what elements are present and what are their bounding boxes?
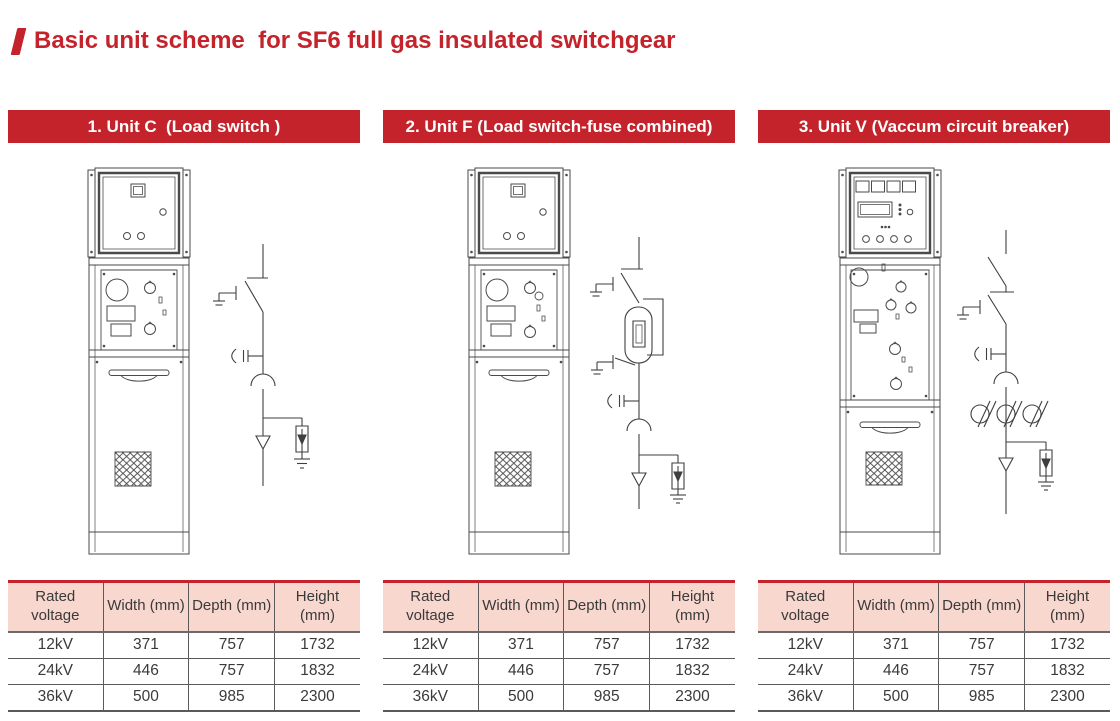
unit-f-banner: 2. Unit F (Load switch-fuse combined) xyxy=(383,110,735,143)
single-line-circuit-diagram-icon xyxy=(198,240,313,490)
cell-height: 1832 xyxy=(274,658,360,684)
col-header-height: Height (mm) xyxy=(649,582,735,632)
cable-compartment-door xyxy=(89,370,189,532)
unit-columns xyxy=(0,110,1120,712)
col-header-depth: Depth (mm) xyxy=(189,582,275,632)
cell-depth: 757 xyxy=(939,632,1025,659)
earthing-switch xyxy=(213,286,236,305)
interrupter-arc xyxy=(627,419,651,431)
cell-depth: 757 xyxy=(189,658,275,684)
unit-v-banner: 3. Unit V (Vaccum circuit breaker) xyxy=(758,110,1110,143)
capacitive-test-point xyxy=(975,347,1006,361)
table-row xyxy=(383,658,735,684)
cell-voltage: 12kV xyxy=(758,632,853,659)
col-header-depth: Depth (mm) xyxy=(564,582,650,632)
cell-width: 500 xyxy=(478,684,564,711)
earthing-switch xyxy=(957,300,980,319)
page-header xyxy=(0,0,1120,110)
table-row xyxy=(383,632,735,659)
cell-height: 2300 xyxy=(274,684,360,711)
table-row xyxy=(758,658,1110,684)
table-row xyxy=(383,684,735,711)
col-header-rated-voltage: Rated voltage xyxy=(758,582,853,632)
table-row xyxy=(758,632,1110,659)
cell-height: 2300 xyxy=(1024,684,1110,711)
cell-height: 1732 xyxy=(649,632,735,659)
surge-arrester xyxy=(1006,442,1054,490)
cabinet-front-view-icon xyxy=(467,164,571,556)
cell-height: 2300 xyxy=(649,684,735,711)
cable-termination xyxy=(999,442,1013,514)
relay-compartment xyxy=(468,168,570,258)
col-header-depth: Depth (mm) xyxy=(939,582,1025,632)
cable-compartment-door xyxy=(840,422,940,532)
table-row xyxy=(8,684,360,711)
cell-depth: 757 xyxy=(564,632,650,659)
title-slash-icon xyxy=(11,28,27,55)
col-header-width: Width (mm) xyxy=(103,582,189,632)
cell-height: 1732 xyxy=(274,632,360,659)
current-transformers xyxy=(971,401,1048,427)
fuse-assembly xyxy=(625,299,663,363)
cell-width: 446 xyxy=(103,658,189,684)
relay-compartment xyxy=(88,168,190,258)
cell-height: 1832 xyxy=(649,658,735,684)
col-header-width: Width (mm) xyxy=(478,582,564,632)
ventilation-grille xyxy=(866,452,902,485)
cell-voltage: 24kV xyxy=(8,658,103,684)
cable-termination xyxy=(632,455,646,509)
col-header-height: Height (mm) xyxy=(1024,582,1110,632)
load-switch-blade xyxy=(621,273,639,303)
ventilation-grille xyxy=(495,452,531,486)
cell-voltage: 36kV xyxy=(8,684,103,711)
capacitive-test-point xyxy=(608,394,639,408)
capacitive-test-point xyxy=(232,349,263,363)
table-row xyxy=(8,632,360,659)
protection-relay-panel xyxy=(839,168,941,258)
cell-depth: 757 xyxy=(939,658,1025,684)
door-handle xyxy=(489,370,549,381)
breaker-blade xyxy=(988,295,1006,324)
cable-compartment-door xyxy=(469,370,569,532)
table-header-row xyxy=(383,582,735,632)
disconnector-blade xyxy=(988,257,1006,286)
unit-v-section xyxy=(758,110,1110,712)
table-header-row xyxy=(758,582,1110,632)
cell-voltage: 24kV xyxy=(758,658,853,684)
cable-termination xyxy=(256,418,270,486)
cell-voltage: 36kV xyxy=(383,684,478,711)
mechanism-panel xyxy=(840,258,940,554)
single-line-circuit-diagram-icon xyxy=(938,226,1068,516)
load-switch-blade xyxy=(245,281,263,312)
cell-height: 1832 xyxy=(1024,658,1110,684)
cell-voltage: 24kV xyxy=(383,658,478,684)
door-handle xyxy=(860,422,920,433)
cell-depth: 757 xyxy=(189,632,275,659)
cell-depth: 757 xyxy=(564,658,650,684)
cell-width: 500 xyxy=(103,684,189,711)
unit-f-spec-table xyxy=(383,580,735,712)
door-handle xyxy=(109,370,169,381)
cell-voltage: 12kV xyxy=(8,632,103,659)
col-header-rated-voltage: Rated voltage xyxy=(383,582,478,632)
cell-width: 446 xyxy=(853,658,939,684)
cell-voltage: 36kV xyxy=(758,684,853,711)
mechanism-panel xyxy=(469,258,569,554)
unit-c-drawing-area xyxy=(8,143,360,580)
table-header-row xyxy=(8,582,360,632)
unit-c-section xyxy=(8,110,360,712)
cell-depth: 985 xyxy=(564,684,650,711)
cell-voltage: 12kV xyxy=(383,632,478,659)
cabinet-front-view-icon xyxy=(838,164,942,556)
unit-c-banner: 1. Unit C (Load switch ) xyxy=(8,110,360,143)
cell-width: 500 xyxy=(853,684,939,711)
cell-width: 446 xyxy=(478,658,564,684)
table-row xyxy=(8,658,360,684)
cell-width: 371 xyxy=(103,632,189,659)
surge-arrester xyxy=(639,455,686,503)
mechanism-panel xyxy=(89,258,189,554)
cell-width: 371 xyxy=(853,632,939,659)
unit-f-drawing-area xyxy=(383,143,735,580)
page-title: Basic unit scheme for SF6 full gas insulated switchgear xyxy=(34,27,676,54)
cell-depth: 985 xyxy=(939,684,1025,711)
col-header-height: Height (mm) xyxy=(274,582,360,632)
unit-v-drawing-area xyxy=(758,143,1110,580)
cell-depth: 985 xyxy=(189,684,275,711)
earthing-switch-upper xyxy=(590,277,613,296)
unit-v-spec-table xyxy=(758,580,1110,712)
single-line-circuit-diagram-icon xyxy=(573,233,688,511)
cell-width: 371 xyxy=(478,632,564,659)
earthing-switch-lower xyxy=(591,355,635,374)
cabinet-front-view-icon xyxy=(87,164,191,556)
table-row xyxy=(758,684,1110,711)
ventilation-grille xyxy=(115,452,151,486)
col-header-rated-voltage: Rated voltage xyxy=(8,582,103,632)
interrupter-arc xyxy=(994,372,1018,384)
unit-c-spec-table xyxy=(8,580,360,712)
col-header-width: Width (mm) xyxy=(853,582,939,632)
interrupter-arc xyxy=(251,374,275,386)
surge-arrester xyxy=(263,418,310,468)
unit-f-section xyxy=(383,110,735,712)
cell-height: 1732 xyxy=(1024,632,1110,659)
